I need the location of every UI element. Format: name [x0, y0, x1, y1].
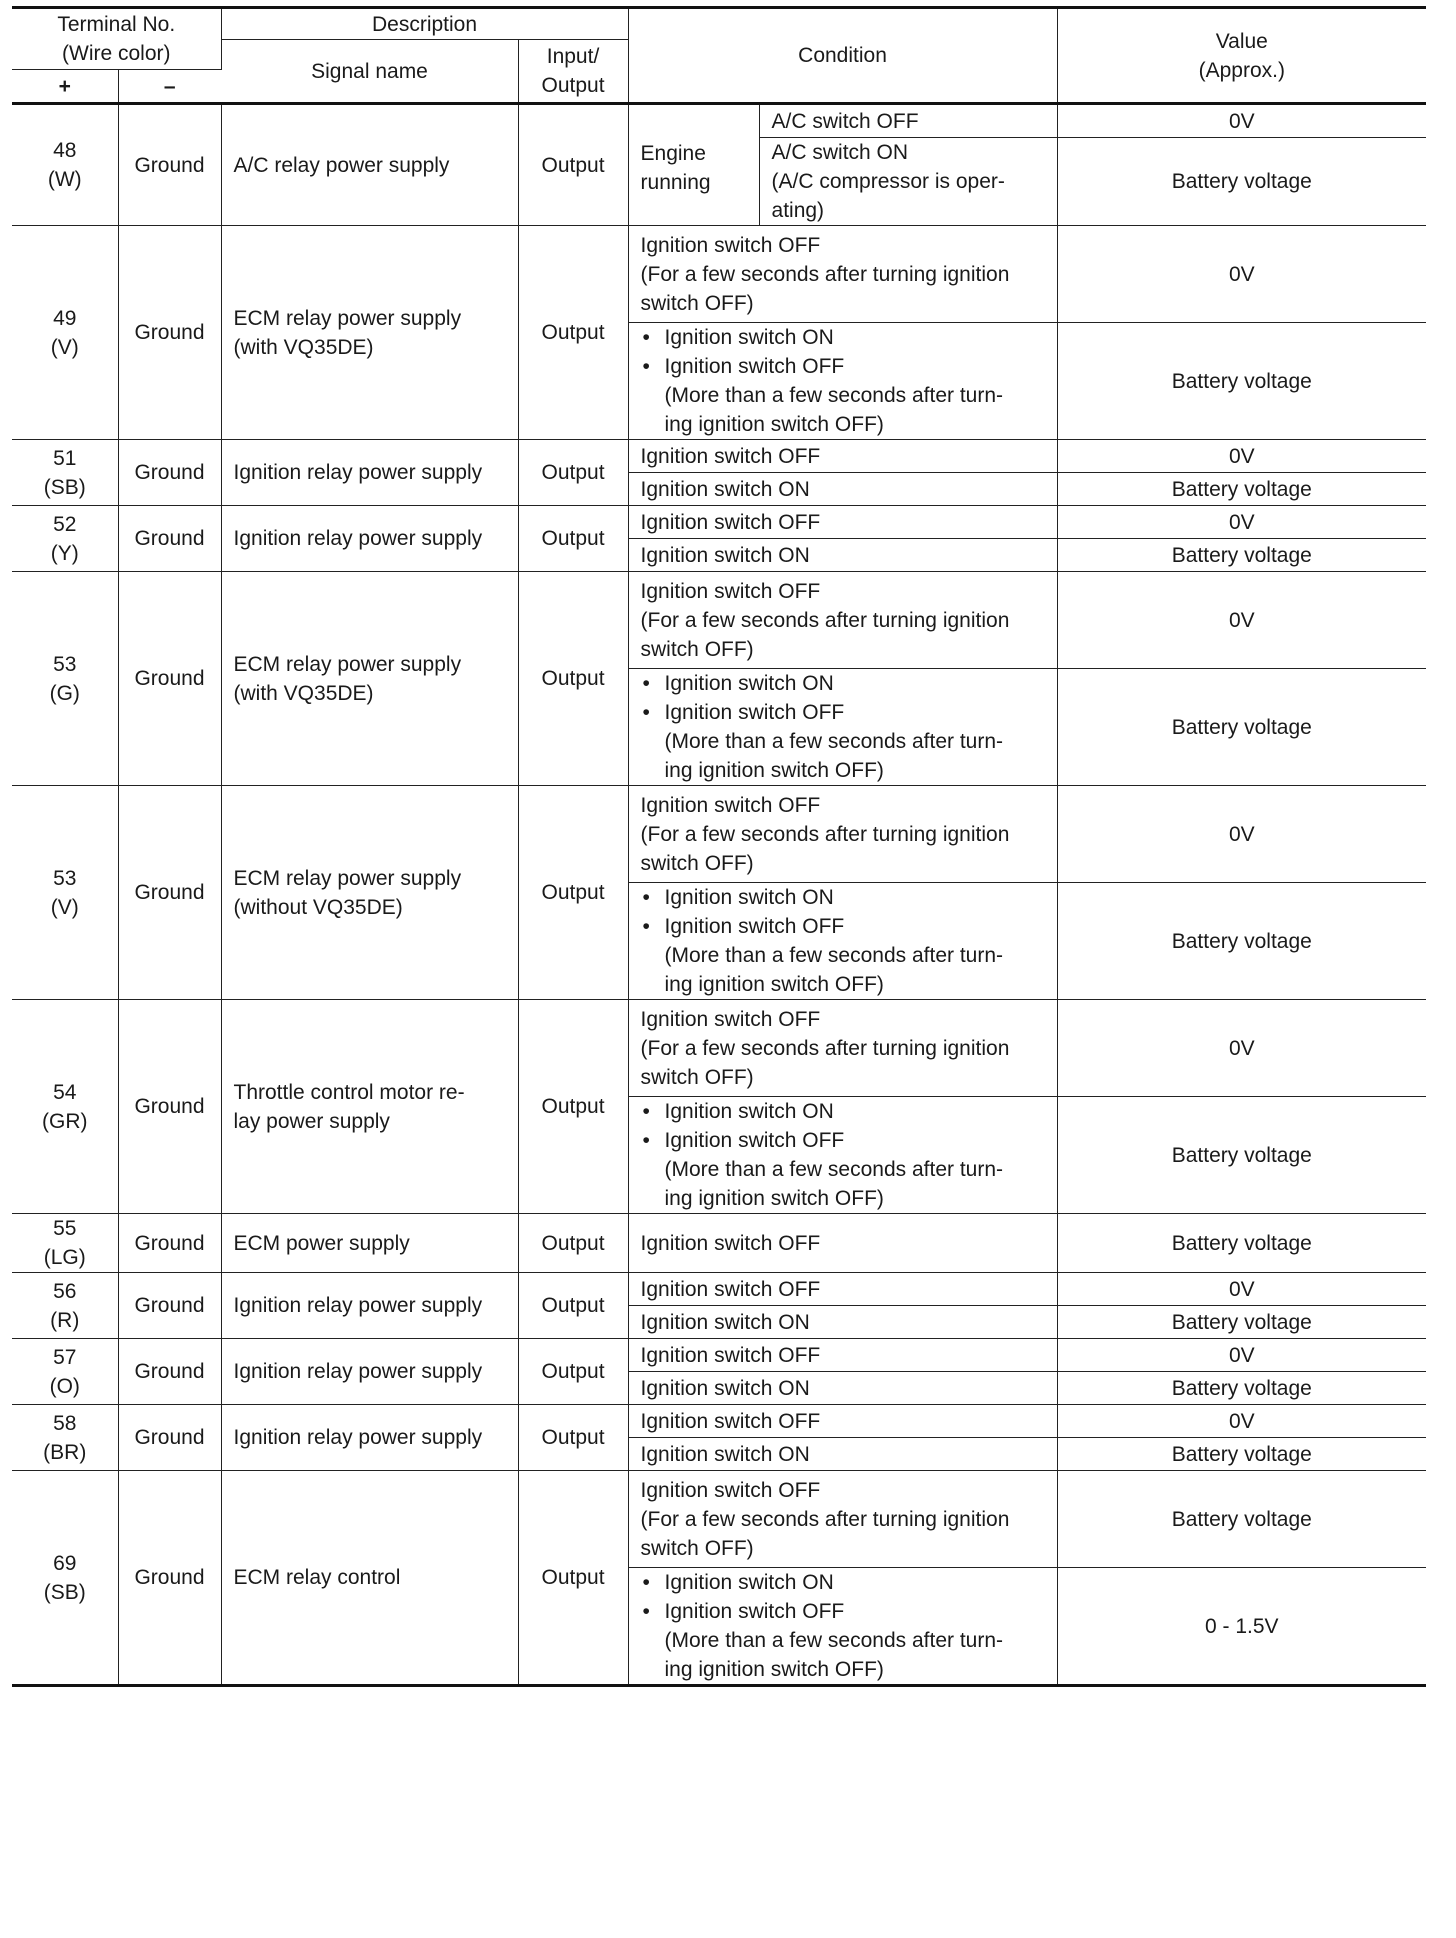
condition-cell — [628, 1097, 1057, 1214]
condition-bullet: • Ignition switch ON — [641, 1097, 1045, 1126]
signal-name-cell: ECM relay power supply (with VQ35DE) — [221, 226, 518, 440]
condition-cell: Ignition switch ON — [628, 473, 1057, 506]
value-cell: 0V — [1057, 1405, 1426, 1438]
condition-note: (More than a few seconds after turn- ing ignition switch OFF) — [664, 1629, 1004, 1681]
terminal-cell: 54 (GR) — [12, 1000, 118, 1214]
condition-cell: Ignition switch OFF — [628, 1405, 1057, 1438]
ground-cell: Ground — [118, 1273, 221, 1339]
table-row — [12, 1405, 1426, 1438]
signal-name-cell: Ignition relay power supply — [221, 440, 518, 506]
condition-bullet-list — [641, 883, 1045, 941]
ground-cell: Ground — [118, 1000, 221, 1214]
value-cell: 0V — [1057, 1000, 1426, 1097]
io-cell: Output — [518, 786, 628, 1000]
value-cell: 0V — [1057, 104, 1426, 138]
io-cell: Output — [518, 1405, 628, 1471]
io-cell: Output — [518, 1214, 628, 1273]
condition-note: (More than a few seconds after turn- ing ignition switch OFF) — [664, 730, 1004, 782]
value-cell: 0V — [1057, 786, 1426, 883]
engine-running-cell: Engine running — [628, 104, 759, 226]
terminal-cell: 49 (V) — [12, 226, 118, 440]
ground-cell: Ground — [118, 1471, 221, 1686]
header-io: Input/ Output — [518, 40, 628, 104]
value-cell: Battery voltage — [1057, 1306, 1426, 1339]
table-row — [12, 1339, 1426, 1372]
condition-bullet: • Ignition switch OFF — [641, 912, 1045, 941]
condition-bullet: • Ignition switch OFF — [641, 698, 1045, 727]
signal-name-cell: A/C relay power supply — [221, 104, 518, 226]
ground-cell: Ground — [118, 226, 221, 440]
ground-cell: Ground — [118, 572, 221, 786]
signal-name-cell: Ignition relay power supply — [221, 506, 518, 572]
signal-name-cell: ECM relay power supply (with VQ35DE) — [221, 572, 518, 786]
io-cell: Output — [518, 1471, 628, 1686]
ground-cell: Ground — [118, 506, 221, 572]
terminal-cell: 51 (SB) — [12, 440, 118, 506]
terminal-cell: 55 (LG) — [12, 1214, 118, 1273]
io-cell: Output — [518, 1273, 628, 1339]
header-condition: Condition — [628, 8, 1057, 104]
value-cell: 0 - 1.5V — [1057, 1568, 1426, 1686]
terminal-cell: 57 (O) — [12, 1339, 118, 1405]
signal-name-cell: ECM relay control — [221, 1471, 518, 1686]
header-signal-name: Signal name — [221, 40, 518, 104]
table-row — [12, 1000, 1426, 1097]
value-cell: 0V — [1057, 572, 1426, 669]
terminal-cell: 58 (BR) — [12, 1405, 118, 1471]
signal-name-cell: ECM power supply — [221, 1214, 518, 1273]
ground-cell: Ground — [118, 1214, 221, 1273]
condition-cell: Ignition switch OFF (For a few seconds after turning ignition switch OFF) — [628, 226, 1057, 323]
value-cell: 0V — [1057, 1339, 1426, 1372]
value-cell: 0V — [1057, 440, 1426, 473]
ground-cell: Ground — [118, 104, 221, 226]
ground-cell: Ground — [118, 440, 221, 506]
value-cell: 0V — [1057, 226, 1426, 323]
condition-cell: Ignition switch ON — [628, 1438, 1057, 1471]
condition-bullet-list — [641, 1097, 1045, 1155]
table-row — [12, 1273, 1426, 1306]
value-cell: Battery voltage — [1057, 473, 1426, 506]
terminal-cell: 53 (G) — [12, 572, 118, 786]
signal-name-cell: ECM relay power supply (without VQ35DE) — [221, 786, 518, 1000]
condition-cell — [628, 323, 1057, 440]
value-cell: Battery voltage — [1057, 1097, 1426, 1214]
condition-cell: Ignition switch ON — [628, 1372, 1057, 1405]
ground-cell: Ground — [118, 1339, 221, 1405]
condition-cell: Ignition switch OFF (For a few seconds after turning ignition switch OFF) — [628, 1000, 1057, 1097]
io-cell: Output — [518, 104, 628, 226]
io-cell: Output — [518, 572, 628, 786]
condition-cell: A/C switch OFF — [759, 104, 1057, 138]
terminal-cell: 53 (V) — [12, 786, 118, 1000]
value-cell: Battery voltage — [1057, 669, 1426, 786]
table-row — [12, 786, 1426, 883]
value-cell: Battery voltage — [1057, 1471, 1426, 1568]
value-cell: Battery voltage — [1057, 1214, 1426, 1273]
value-cell: Battery voltage — [1057, 323, 1426, 440]
condition-bullet: • Ignition switch ON — [641, 883, 1045, 912]
io-cell: Output — [518, 226, 628, 440]
condition-bullet-list — [641, 323, 1045, 381]
terminal-cell: 56 (R) — [12, 1273, 118, 1339]
condition-cell: Ignition switch OFF — [628, 1273, 1057, 1306]
signal-name-cell: Ignition relay power supply — [221, 1339, 518, 1405]
table-header — [12, 8, 1426, 104]
header-description: Description — [221, 8, 628, 40]
io-cell: Output — [518, 1339, 628, 1405]
condition-bullet-list — [641, 1568, 1045, 1626]
terminal-cell: 52 (Y) — [12, 506, 118, 572]
table-row — [12, 226, 1426, 323]
value-cell: Battery voltage — [1057, 1438, 1426, 1471]
ground-cell: Ground — [118, 1405, 221, 1471]
value-cell: Battery voltage — [1057, 138, 1426, 226]
value-cell: Battery voltage — [1057, 1372, 1426, 1405]
table-row — [12, 506, 1426, 539]
value-cell: Battery voltage — [1057, 539, 1426, 572]
ecm-terminal-table — [12, 6, 1426, 1687]
condition-bullet: • Ignition switch ON — [641, 669, 1045, 698]
table-row — [12, 440, 1426, 473]
signal-name-cell: Ignition relay power supply — [221, 1405, 518, 1471]
table-body — [12, 104, 1426, 1686]
table-row — [12, 1214, 1426, 1273]
condition-note: (More than a few seconds after turn- ing ignition switch OFF) — [664, 944, 1004, 996]
ground-cell: Ground — [118, 786, 221, 1000]
condition-cell: Ignition switch ON — [628, 1306, 1057, 1339]
condition-cell: Ignition switch OFF — [628, 506, 1057, 539]
condition-bullet: • Ignition switch OFF — [641, 1126, 1045, 1155]
condition-bullet: • Ignition switch ON — [641, 323, 1045, 352]
condition-cell: Ignition switch OFF (For a few seconds after turning ignition switch OFF) — [628, 572, 1057, 669]
table-row — [12, 572, 1426, 669]
value-cell: 0V — [1057, 1273, 1426, 1306]
table-row — [12, 1471, 1426, 1568]
io-cell: Output — [518, 440, 628, 506]
value-cell: Battery voltage — [1057, 883, 1426, 1000]
condition-cell — [628, 1568, 1057, 1686]
condition-bullet: • Ignition switch ON — [641, 1568, 1045, 1597]
header-minus: – — [118, 70, 221, 104]
header-plus: + — [12, 70, 118, 104]
header-terminal: Terminal No. (Wire color) — [12, 8, 221, 70]
value-cell: 0V — [1057, 506, 1426, 539]
condition-cell: Ignition switch OFF — [628, 1339, 1057, 1372]
condition-bullet-list — [641, 669, 1045, 727]
condition-cell: Ignition switch OFF (For a few seconds after turning ignition switch OFF) — [628, 1471, 1057, 1568]
table-row — [12, 104, 1426, 138]
condition-note: (More than a few seconds after turn- ing ignition switch OFF) — [664, 384, 1004, 436]
io-cell: Output — [518, 1000, 628, 1214]
terminal-cell: 48 (W) — [12, 104, 118, 226]
header-value: Value (Approx.) — [1057, 8, 1426, 104]
condition-note: (More than a few seconds after turn- ing ignition switch OFF) — [664, 1158, 1004, 1210]
condition-cell — [628, 883, 1057, 1000]
condition-cell: Ignition switch OFF — [628, 1214, 1057, 1273]
signal-name-cell: Throttle control motor re- lay power supply — [221, 1000, 518, 1214]
condition-cell: Ignition switch OFF — [628, 440, 1057, 473]
condition-bullet: • Ignition switch OFF — [641, 352, 1045, 381]
condition-cell — [628, 669, 1057, 786]
signal-name-cell: Ignition relay power supply — [221, 1273, 518, 1339]
condition-bullet: • Ignition switch OFF — [641, 1597, 1045, 1626]
terminal-cell: 69 (SB) — [12, 1471, 118, 1686]
condition-cell: Ignition switch ON — [628, 539, 1057, 572]
condition-cell: Ignition switch OFF (For a few seconds after turning ignition switch OFF) — [628, 786, 1057, 883]
condition-cell: A/C switch ON (A/C compressor is oper- ating) — [759, 138, 1057, 226]
terminal-spec-document — [12, 6, 1426, 1687]
io-cell: Output — [518, 506, 628, 572]
